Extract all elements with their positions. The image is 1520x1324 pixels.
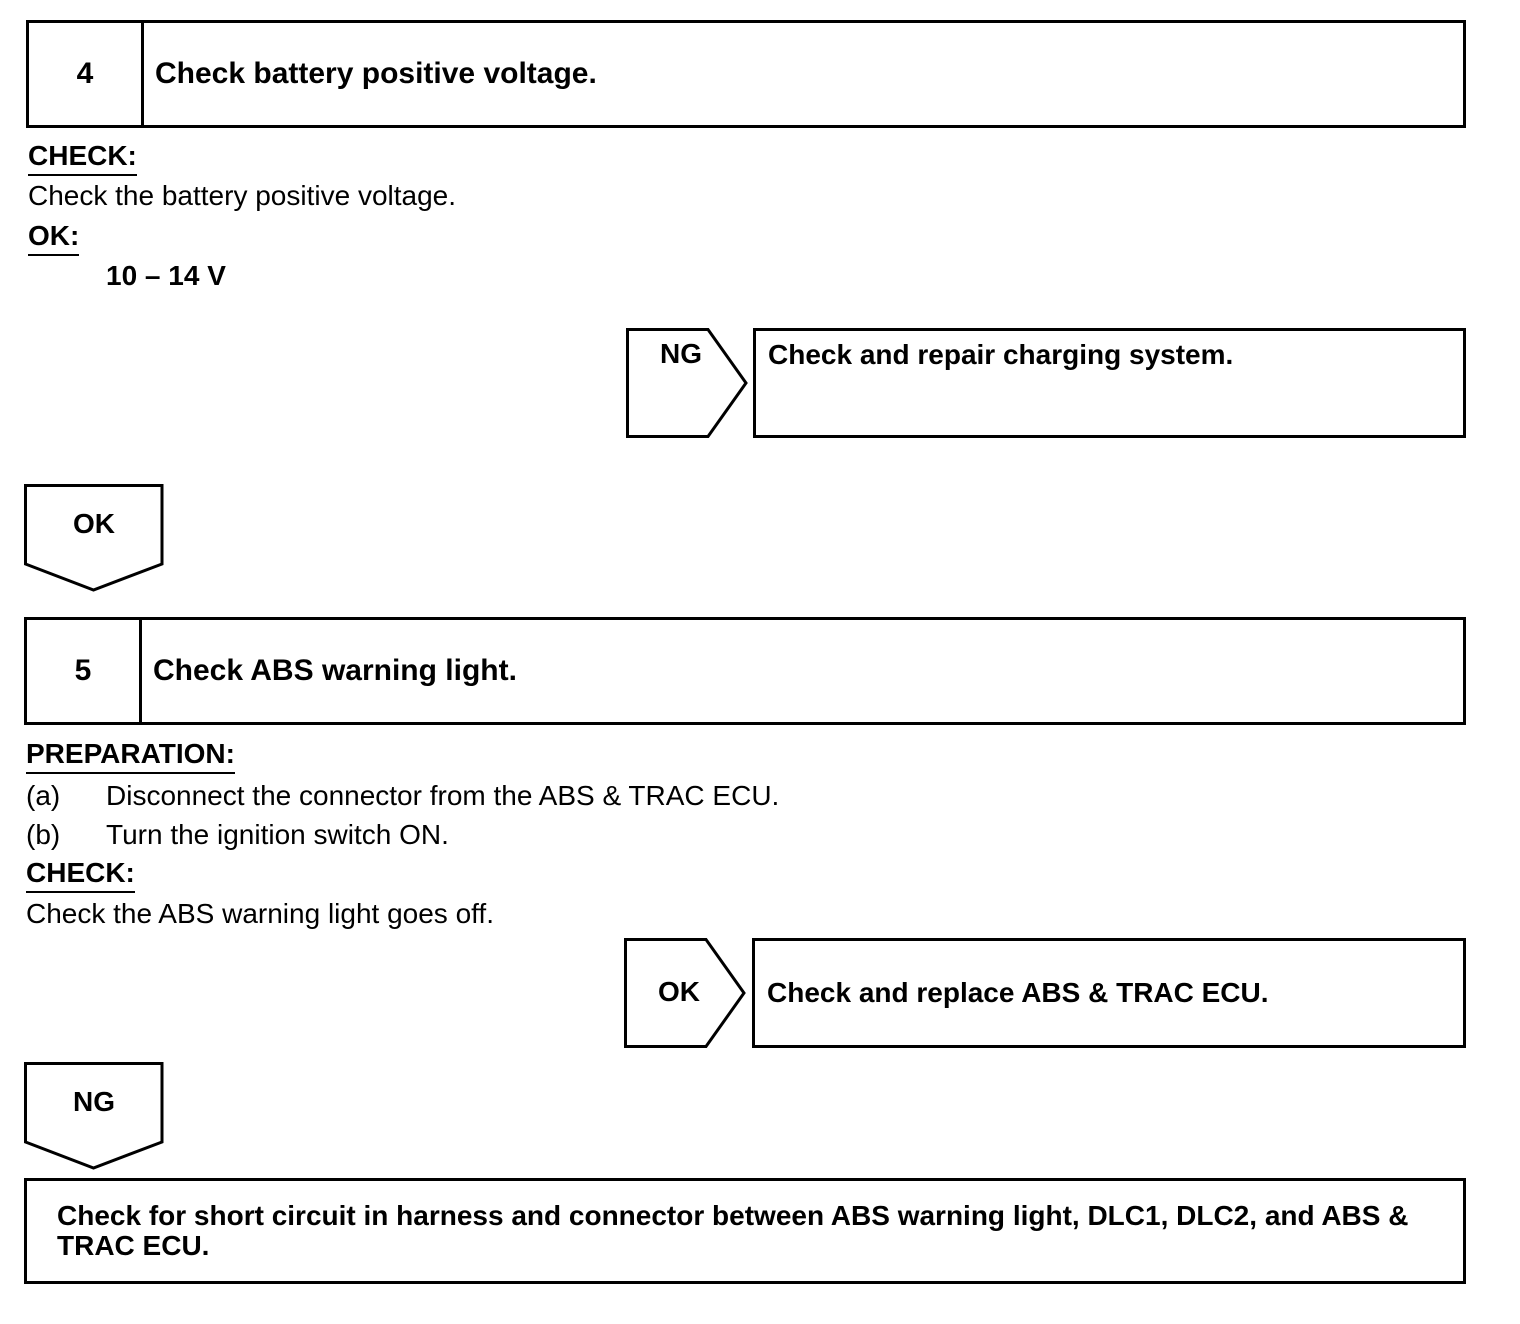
step-5-ok-action: Check and replace ABS & TRAC ECU.: [767, 977, 1269, 1008]
step-4-ok-value: 10 – 14 V: [106, 260, 226, 291]
step-4-ng-label: NG: [660, 338, 702, 369]
step-5-prep-b-text: Turn the ignition switch ON.: [106, 819, 449, 850]
step-5-prep-heading: PREPARATION:: [26, 738, 235, 774]
step-4-ok-heading: OK:: [28, 220, 79, 256]
step-4-number: 4: [29, 23, 144, 125]
step-4-ok-label: OK: [73, 508, 115, 539]
step-5-check-text: Check the ABS warning light goes off.: [26, 898, 494, 929]
step-5-ng-action: Check for short circuit in harness and connector between ABS warning light, DLC1, DLC2, and ABS & TRAC ECU.: [57, 1200, 1409, 1261]
step-4-check-heading: CHECK:: [28, 140, 137, 176]
step-4-check-text: Check the battery positive voltage.: [28, 180, 457, 211]
step-5-title: Check ABS warning light.: [153, 654, 517, 687]
step-5-check-heading: CHECK:: [26, 857, 135, 893]
step-5-prep-a-marker: (a): [26, 780, 61, 811]
step-5-header: [24, 617, 1466, 725]
step-4-title: Check battery positive voltage.: [155, 57, 597, 90]
step-5-ng-action-box: [24, 1178, 1466, 1284]
step-5-number: 5: [27, 620, 142, 722]
step-5-prep-b-marker: (b): [26, 819, 61, 850]
step-5-ng-label: NG: [73, 1086, 115, 1117]
step-4-header: [26, 20, 1466, 128]
step-4-ng-action-box: [753, 328, 1466, 438]
step-4-ng-action: Check and repair charging system.: [768, 339, 1234, 370]
step-5-ok-label: OK: [658, 976, 700, 1007]
step-5-prep-a-text: Disconnect the connector from the ABS & TRAC ECU.: [106, 780, 780, 811]
step-5-ok-action-box: [752, 938, 1466, 1048]
